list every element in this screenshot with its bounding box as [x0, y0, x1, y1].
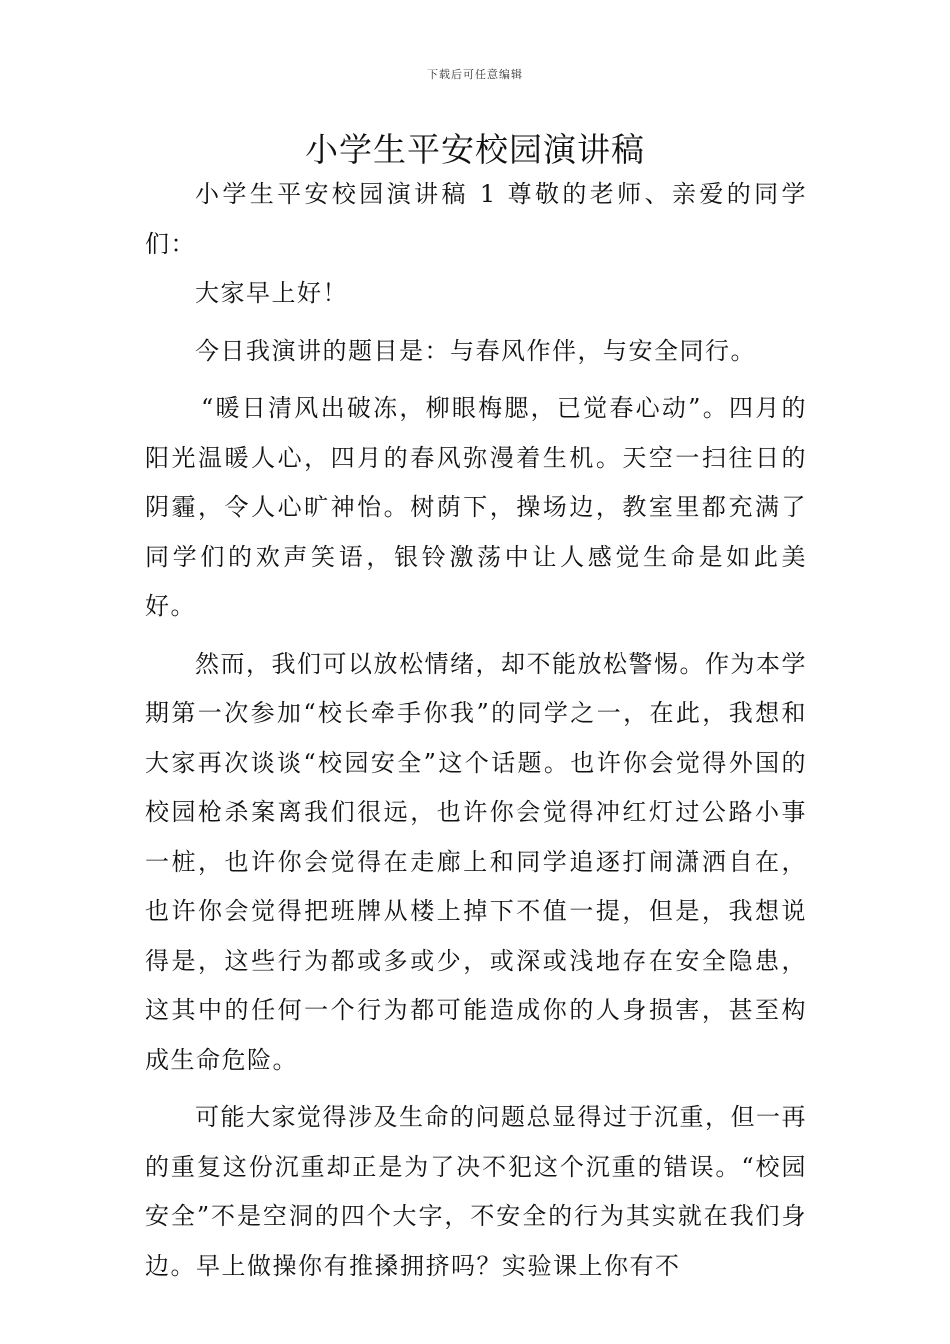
paragraph-topic: 今日我演讲的题目是：与春风作伴，与安全同行。 — [195, 336, 756, 365]
paragraph-opening: 小学生平安校园演讲稿 1 尊敬的老师、亲爱的同学们： — [145, 180, 807, 258]
document-body — [145, 170, 807, 1291]
document-title: 小学生平安校园演讲稿 — [305, 130, 645, 169]
paragraph-spring: “暖日清风出破冻，柳眼梅腮，已觉春心动”。四月的阳光温暖人心，四月的春风弥漫着生机。天空一扫往日的阴霾，令人心旷神怡。树荫下，操场边，教室里都充满了同学们的欢声笑语，银铃激荡中让人感觉生命是如此美好。 — [145, 394, 807, 620]
header-note: 下载后可任意编辑 — [427, 68, 523, 81]
paragraph-campus: 可能大家觉得涉及生命的问题总显得过于沉重，但一再的重复这份沉重却正是为了决不犯这个沉重的错误。“校园安全”不是空洞的四个大字，不安全的行为其实就在我们身边。早上做操你有推搡拥挤吗？实验课上你有不 — [145, 1103, 807, 1280]
paragraph-greeting: 大家早上好！ — [195, 279, 348, 307]
paragraph-safety: 然而，我们可以放松情绪，却不能放松警惕。作为本学期第一次参加“校长牵手你我”的同学之一，在此，我想和大家再次谈谈“校园安全”这个话题。也许你会觉得外国的校园枪杀案离我们很远，也许你会觉得冲红灯过公路小事一桩，也许你会觉得在走廊上和同学追逐打闹潇洒自在，也许你会觉得把班牌从楼上掉下不值一提，但是，我想说得是，这些行为都或多或少，或深或浅地存在安全隐患，这其中的任何一个行为都可能造成你的人身损害，甚至构成生命危险。 — [145, 649, 807, 1074]
